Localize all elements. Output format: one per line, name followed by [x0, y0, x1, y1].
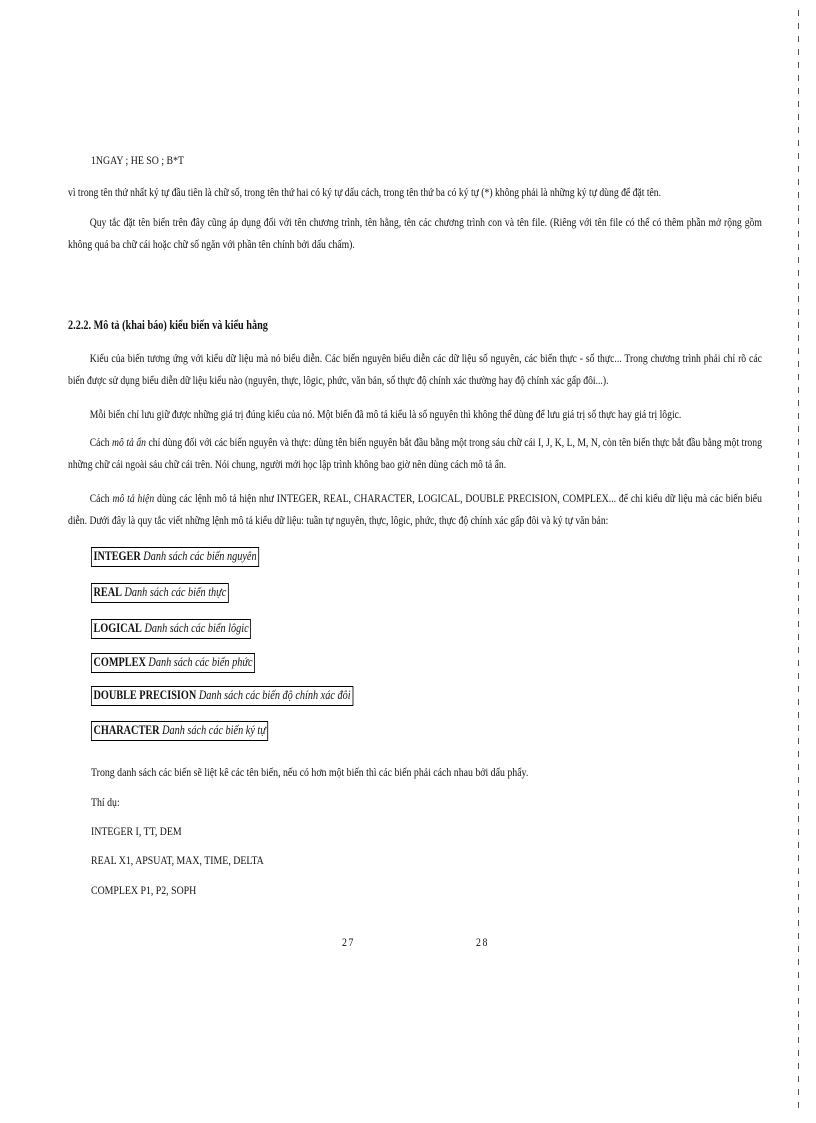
dash-segment	[798, 374, 799, 380]
term-explicit: mô tả hiện	[112, 491, 155, 505]
dash-segment	[798, 244, 799, 250]
declaration-desc: Danh sách các biến nguyên	[143, 549, 257, 563]
dash-segment	[798, 569, 799, 575]
dash-segment	[798, 36, 799, 42]
dash-segment	[798, 205, 799, 211]
dash-segment	[798, 296, 799, 302]
dash-segment	[798, 803, 799, 809]
declaration-keyword: CHARACTER	[93, 723, 160, 737]
example-label: Thí dụ:	[91, 795, 120, 809]
declaration-box	[91, 583, 259, 603]
dash-segment	[798, 556, 799, 562]
dash-segment	[798, 530, 799, 536]
dash-segment	[798, 218, 799, 224]
example-line: INTEGER I, TT, DEM	[91, 824, 182, 838]
intro-example: 1NGAY ; HE SO ; B*T	[91, 153, 185, 167]
dash-segment	[798, 985, 799, 991]
term-implicit: mô tả ẩn	[112, 435, 146, 449]
dash-segment	[798, 933, 799, 939]
dash-segment	[798, 400, 799, 406]
declaration-desc: Danh sách các biến phức	[148, 655, 253, 669]
dash-segment	[798, 49, 799, 55]
dash-segment	[798, 426, 799, 432]
dash-segment	[798, 127, 799, 133]
dash-segment	[798, 517, 799, 523]
dash-segment	[798, 816, 799, 822]
dash-segment	[798, 192, 799, 198]
dash-segment	[798, 907, 799, 913]
dash-segment	[798, 257, 799, 263]
dash-segment	[798, 959, 799, 965]
list-note: Trong danh sách các biến sẽ liệt kê các tên biến, nếu có hơn một biến thì các biến phải cách nhau bởi dấu phẩy.	[91, 765, 529, 779]
dash-segment	[798, 751, 799, 757]
paragraph-type-description: Kiểu của biến tương ứng với kiểu dữ liệu mà nó biểu diễn. Các biến nguyên biểu diễn các dữ liệu số nguyên, các biến thực - số thực... Trong chương trình phải chỉ rõ các biến được sử dụng biểu diễn dữ liệu kiểu nào (nguyên, thực, lôgic, phức, văn bản, số thực độ chính xác thường hay độ chính xác gấp đôi...).	[68, 351, 762, 387]
dash-segment	[798, 387, 799, 393]
dash-segment	[798, 829, 799, 835]
dash-segment	[798, 725, 799, 731]
dash-segment	[798, 582, 799, 588]
declaration-desc: Danh sách các biến độ chính xác đôi	[198, 688, 351, 702]
dash-segment	[798, 309, 799, 315]
dash-segment	[798, 712, 799, 718]
declaration-keyword: REAL	[93, 585, 122, 599]
dash-segment	[798, 504, 799, 510]
dash-segment	[798, 179, 799, 185]
dash-segment	[798, 946, 799, 952]
dash-segment	[798, 1024, 799, 1030]
dash-segment	[798, 1063, 799, 1069]
dash-segment	[798, 1037, 799, 1043]
dash-segment	[798, 855, 799, 861]
dash-segment	[798, 595, 799, 601]
declaration-keyword: COMPLEX	[93, 655, 146, 669]
dash-segment	[798, 478, 799, 484]
page-number-right: 28	[476, 935, 490, 949]
page-edge-dashed-line	[798, 0, 799, 1123]
page-number-left: 27	[342, 935, 356, 949]
declaration-desc: Danh sách các biến ký tự	[162, 723, 266, 737]
dash-segment	[798, 322, 799, 328]
dash-segment	[798, 452, 799, 458]
paragraph-implicit-declaration: Cách mô tả ẩn chỉ dùng đối với các biến nguyên và thực: dùng tên biến nguyên bắt đầu bằng một trong sáu chữ cái I, J, K, L, M, N, còn tên biến thực bắt đầu bằng một trong những chữ cái ngoài sáu chữ cái trên. Nói chung, người mới học lập trình không bao giờ nên dùng cách mô tả ẩn.	[68, 435, 762, 471]
dash-segment	[798, 1102, 799, 1108]
section-heading: 2.2.2. Mô tả (khai báo) kiểu biến và kiểu hằng	[68, 318, 268, 332]
dash-segment	[798, 543, 799, 549]
dash-segment	[798, 10, 799, 16]
dash-segment	[798, 634, 799, 640]
declaration-box	[91, 686, 411, 706]
dash-segment	[798, 1050, 799, 1056]
declaration-desc: Danh sách các biến thực	[124, 585, 227, 599]
rule-paragraph: Quy tắc đặt tên biến trên đây cũng áp dụng đối với tên chương trình, tên hằng, tên các chương trình con và tên file. (Riêng với tên file có thể có thêm phần mở rộng gồm không quá ba chữ cái hoặc chữ số ngăn với phần tên chính bởi dấu chấm).	[68, 215, 762, 251]
dash-segment	[798, 647, 799, 653]
dash-segment	[798, 686, 799, 692]
dash-segment	[798, 101, 799, 107]
declaration-box	[91, 619, 286, 639]
dash-segment	[798, 361, 799, 367]
dash-segment	[798, 231, 799, 237]
dash-segment	[798, 660, 799, 666]
declaration-box	[91, 547, 296, 567]
dash-segment	[798, 114, 799, 120]
dash-segment	[798, 1076, 799, 1082]
dash-segment	[798, 465, 799, 471]
dash-segment	[798, 1011, 799, 1017]
dash-segment	[798, 972, 799, 978]
dash-segment	[798, 75, 799, 81]
dash-segment	[798, 699, 799, 705]
paragraph-value-storage: Mỗi biến chỉ lưu giữ được những giá trị đúng kiểu của nó. Một biến đã mô tả kiểu là số nguyên thì không thể dùng để lưu giá trị số thực hay giá trị lôgic.	[89, 407, 682, 421]
declaration-keyword: DOUBLE PRECISION	[93, 688, 197, 702]
dash-segment	[798, 764, 799, 770]
dash-segment	[798, 894, 799, 900]
dash-segment	[798, 881, 799, 887]
dash-segment	[798, 608, 799, 614]
dash-segment	[798, 790, 799, 796]
example-line: COMPLEX P1, P2, SOPH	[91, 883, 197, 897]
paragraph-explicit-declaration: Cách mô tả hiện dùng các lệnh mô tả hiện như INTEGER, REAL, CHARACTER, LOGICAL, DOUBLE PRECISION, COMPLEX... để chỉ kiểu dữ liệu mà các biến biểu diễn. Dưới đây là quy tắc viết những lệnh mô tả kiểu dữ liệu: tuần tự nguyên, thực, lôgic, phức, thực độ chính xác gấp đôi và ký tự văn bản:	[68, 491, 762, 527]
example-line: REAL X1, APSUAT, MAX, TIME, DELTA	[91, 853, 264, 867]
dash-segment	[798, 62, 799, 68]
dash-segment	[798, 348, 799, 354]
dash-segment	[798, 413, 799, 419]
dash-segment	[798, 166, 799, 172]
declaration-keyword: INTEGER	[93, 549, 141, 563]
dash-segment	[798, 491, 799, 497]
dash-segment	[798, 842, 799, 848]
dash-segment	[798, 439, 799, 445]
declaration-desc: Danh sách các biến lôgic	[144, 621, 249, 635]
dash-segment	[798, 998, 799, 1004]
dash-segment	[798, 88, 799, 94]
dash-segment	[798, 153, 799, 159]
intro-reason: vì trong tên thứ nhất ký tự đầu tiên là chữ số, trong tên thứ hai có ký tự dấu cách, trong tên thứ ba có ký tự (*) không phải là những ký tự dùng để đặt tên.	[68, 185, 662, 199]
declaration-box	[91, 721, 307, 741]
declaration-keyword: LOGICAL	[93, 621, 142, 635]
dash-segment	[798, 621, 799, 627]
dash-segment	[798, 868, 799, 874]
dash-segment	[798, 270, 799, 276]
dash-segment	[798, 335, 799, 341]
dash-segment	[798, 673, 799, 679]
dash-segment	[798, 140, 799, 146]
dash-segment	[798, 1089, 799, 1095]
dash-segment	[798, 738, 799, 744]
declaration-box	[91, 653, 291, 673]
dash-segment	[798, 23, 799, 29]
dash-segment	[798, 920, 799, 926]
dash-segment	[798, 777, 799, 783]
dash-segment	[798, 283, 799, 289]
